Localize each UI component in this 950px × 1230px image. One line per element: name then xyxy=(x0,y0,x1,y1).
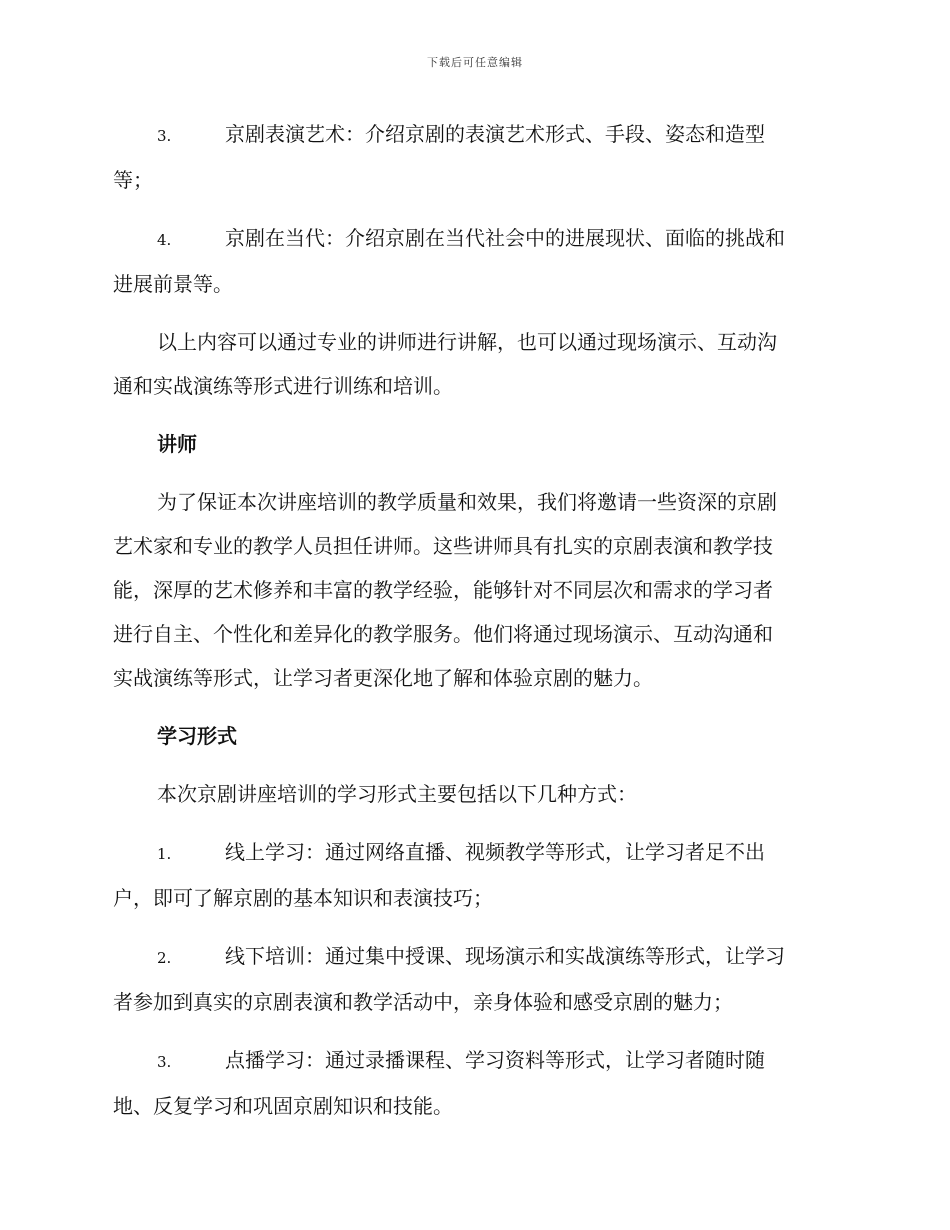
list-text: 京剧在当代：介绍京剧在当代社会中的进展现状、面临的挑战和 xyxy=(225,226,785,250)
list-item xyxy=(113,934,835,1024)
list-number: 2. xyxy=(157,949,172,967)
paragraph xyxy=(113,772,835,816)
list-text: 点播学习：通过录播课程、学习资料等形式，让学习者随时随 xyxy=(225,1048,765,1072)
paragraph-line: 本次京剧讲座培训的学习形式主要包括以下几种方式： xyxy=(157,782,637,806)
paragraph-line: 通和实战演练等形式进行训练和培训。 xyxy=(113,374,453,398)
paragraph-line: 实战演练等形式，让学习者更深化地了解和体验京剧的魅力。 xyxy=(113,666,653,690)
page-header: 下载后可任意编辑 xyxy=(427,56,523,69)
paragraph xyxy=(113,480,835,700)
section-heading-learning-format: 学习形式 xyxy=(157,724,237,748)
list-item xyxy=(113,216,835,306)
list-number: 3. xyxy=(157,1053,172,1071)
list-continuation: 户，即可了解京剧的基本知识和表演技巧； xyxy=(113,886,493,910)
list-item xyxy=(113,830,835,920)
paragraph-line: 以上内容可以通过专业的讲师进行讲解，也可以通过现场演示、互动沟 xyxy=(157,330,777,354)
list-number: 1. xyxy=(157,845,172,863)
list-continuation: 者参加到真实的京剧表演和教学活动中，亲身体验和感受京剧的魅力； xyxy=(113,990,733,1014)
section-heading-lecturer: 讲师 xyxy=(157,432,197,456)
list-number: 3. xyxy=(157,127,172,145)
paragraph-line: 能，深厚的艺术修养和丰富的教学经验，能够针对不同层次和需求的学习者 xyxy=(113,578,773,602)
list-continuation: 进展前景等。 xyxy=(113,272,233,296)
paragraph-line: 艺术家和专业的教学人员担任讲师。这些讲师具有扎实的京剧表演和教学技 xyxy=(113,534,773,558)
list-text: 京剧表演艺术：介绍京剧的表演艺术形式、手段、姿态和造型 xyxy=(225,122,765,146)
list-item xyxy=(113,1038,835,1128)
list-continuation: 等； xyxy=(113,168,153,192)
paragraph xyxy=(113,320,835,408)
list-item xyxy=(113,112,835,202)
list-continuation: 地、反复学习和巩固京剧知识和技能。 xyxy=(113,1094,453,1118)
list-number: 4. xyxy=(157,231,172,249)
paragraph-line: 为了保证本次讲座培训的教学质量和效果，我们将邀请一些资深的京剧 xyxy=(157,490,777,514)
document-body xyxy=(113,112,835,1128)
list-text: 线下培训：通过集中授课、现场演示和实战演练等形式，让学习 xyxy=(225,944,785,968)
list-text: 线上学习：通过网络直播、视频教学等形式，让学习者足不出 xyxy=(225,840,765,864)
paragraph-line: 进行自主、个性化和差异化的教学服务。他们将通过现场演示、互动沟通和 xyxy=(113,622,773,646)
